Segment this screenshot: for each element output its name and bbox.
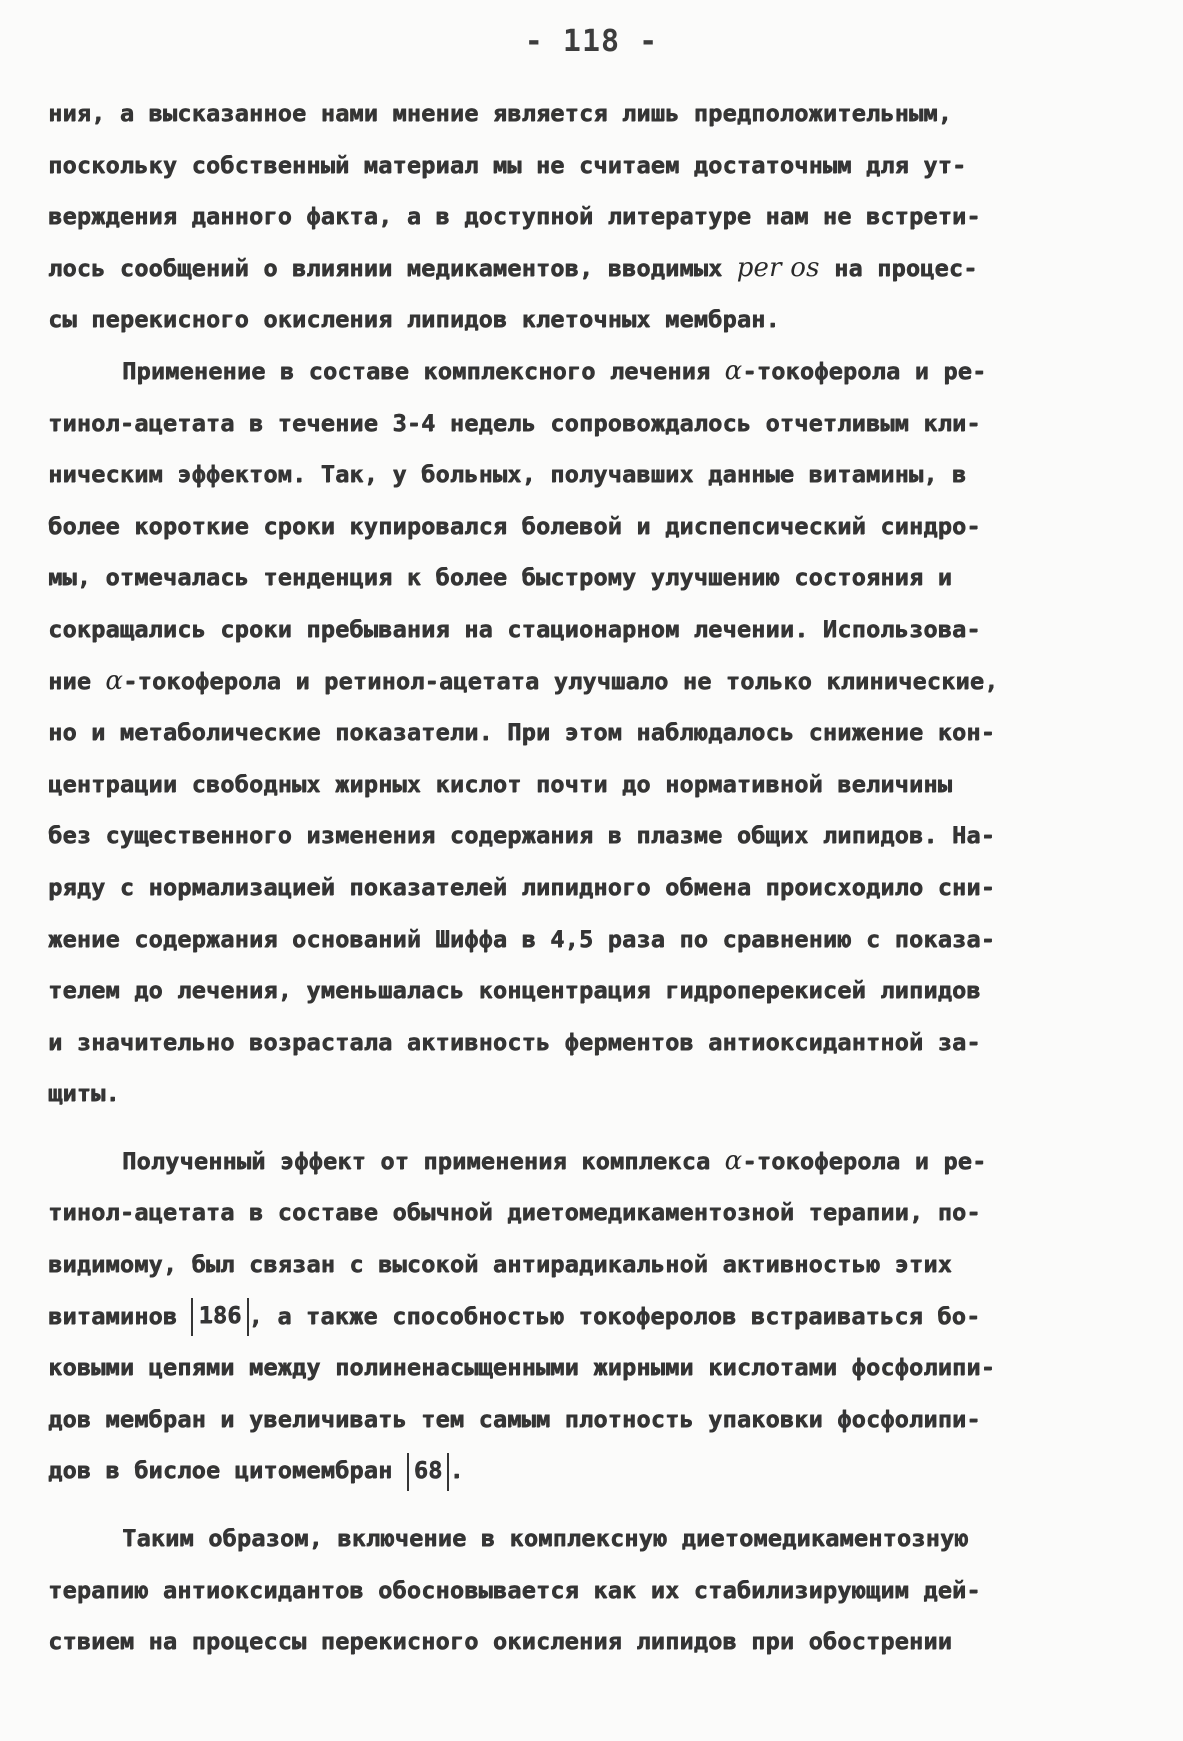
line-text: ническим эффектом. Так, у больных, получавших данные витамины, в xyxy=(48,460,967,489)
line-text: ния, а высказанное нами мнение является лишь предположительным, xyxy=(48,99,952,127)
text-line xyxy=(48,140,1108,192)
citation-ref: 68 xyxy=(407,1453,450,1491)
line-text: более короткие сроки купировался болевой и диспепсический синдро- xyxy=(48,511,981,540)
line-text: ствием на процессы перекисного окисления липидов при обострении xyxy=(48,1627,952,1656)
text-line xyxy=(48,604,1108,656)
line-text: -токоферола и ретинол-ацетата улучшало не только клинические, xyxy=(123,666,999,695)
line-text: поскольку собственный материал мы не считаем достаточным для ут- xyxy=(48,150,967,179)
line-text: тинол-ацетата в течение 3-4 недель сопровождалось отчетливым кли- xyxy=(48,408,981,437)
handwritten-insert: α xyxy=(724,1145,743,1176)
text-line xyxy=(48,1136,1108,1188)
line-text: без существенного изменения содержания в плазме общих липидов. На- xyxy=(48,821,995,850)
text-line xyxy=(48,501,1108,553)
line-text: -токоферола и ре- xyxy=(742,356,987,385)
handwritten-insert: α xyxy=(724,355,743,386)
text-line xyxy=(48,191,1108,243)
text-line xyxy=(48,294,1108,346)
page-number: - 118 - xyxy=(524,24,659,59)
text-line xyxy=(48,243,1108,295)
line-text: но и метаболические показатели. При этом наблюдалось снижение кон- xyxy=(48,718,995,747)
text-line xyxy=(48,1342,1108,1394)
line-text: мы, отмечалась тенденция к более быстрому улучшению состояния и xyxy=(48,563,952,592)
text-line xyxy=(48,1513,1108,1565)
text-line xyxy=(48,1394,1108,1446)
line-text: ковыми цепями между полиненасыщенными жирными кислотами фосфолипи- xyxy=(48,1353,995,1382)
line-text: ние xyxy=(48,666,106,695)
text-line xyxy=(48,1068,1108,1120)
text-line xyxy=(48,707,1108,759)
line-text: жение содержания оснований Шиффа в 4,5 раза по сравнению с показа- xyxy=(48,924,995,953)
line-text: Применение в составе комплексного лечения xyxy=(122,356,725,385)
line-text: щиты. xyxy=(48,1079,120,1108)
citation-ref: 186 xyxy=(191,1298,248,1336)
text-line xyxy=(48,656,1108,708)
line-text: и значительно возрастала активность ферментов антиоксидантной за- xyxy=(48,1027,981,1056)
text-line xyxy=(48,552,1108,604)
line-text: -токоферола и ре- xyxy=(742,1146,987,1175)
text-line xyxy=(48,398,1108,450)
line-text: тинол-ацетата в составе обычной диетомедикаментозной терапии, по- xyxy=(48,1198,981,1227)
text-line xyxy=(48,1445,1108,1497)
line-text: дов в бислое цитомембран xyxy=(48,1456,407,1485)
text-line xyxy=(48,88,1108,140)
text-line xyxy=(48,965,1108,1017)
line-text: сокращались сроки пребывания на стационарном лечении. Использова- xyxy=(48,614,981,643)
text-line xyxy=(48,346,1108,398)
document-body xyxy=(48,88,1108,1668)
line-text: , а также способностью токоферолов встраиваться бо- xyxy=(248,1301,981,1330)
line-text: ряду с нормализацией показателей липидного обмена происходило сни- xyxy=(48,872,995,901)
line-text: витаминов xyxy=(48,1301,192,1330)
line-text: сы перекисного окисления липидов клеточных мембран. xyxy=(48,305,780,334)
handwritten-insert: per os xyxy=(736,252,820,283)
line-text: на процес- xyxy=(819,253,978,282)
line-text: центрации свободных жирных кислот почти до нормативной величины xyxy=(48,769,952,798)
handwritten-insert: α xyxy=(105,665,124,696)
text-line xyxy=(48,1017,1108,1069)
text-line xyxy=(48,810,1108,862)
line-text: видимому, был связан с высокой антирадикальной активностью этих xyxy=(48,1250,952,1279)
line-text: верждения данного факта, а в доступной литературе нам не встрети- xyxy=(48,202,981,231)
text-line xyxy=(48,1239,1108,1291)
text-line xyxy=(48,1291,1108,1343)
line-text: лось сообщений о влиянии медикаментов, вводимых xyxy=(48,253,737,282)
line-text: . xyxy=(449,1456,464,1485)
line-text: Таким образом, включение в комплексную диетомедикаментозную xyxy=(122,1524,969,1553)
text-line xyxy=(48,759,1108,811)
text-line xyxy=(48,1565,1108,1617)
text-line xyxy=(48,862,1108,914)
line-text: Полученный эффект от применения комплекса xyxy=(122,1146,725,1175)
text-line xyxy=(48,1616,1108,1668)
line-text: терапию антиоксидантов обосновывается как их стабилизирующим дей- xyxy=(48,1575,981,1604)
text-line xyxy=(48,1187,1108,1239)
line-text: дов мембран и увеличивать тем самым плотность упаковки фосфолипи- xyxy=(48,1404,981,1433)
text-line xyxy=(48,914,1108,966)
text-line xyxy=(48,449,1108,501)
line-text: телем до лечения, уменьшалась концентрация гидроперекисей липидов xyxy=(48,976,981,1005)
